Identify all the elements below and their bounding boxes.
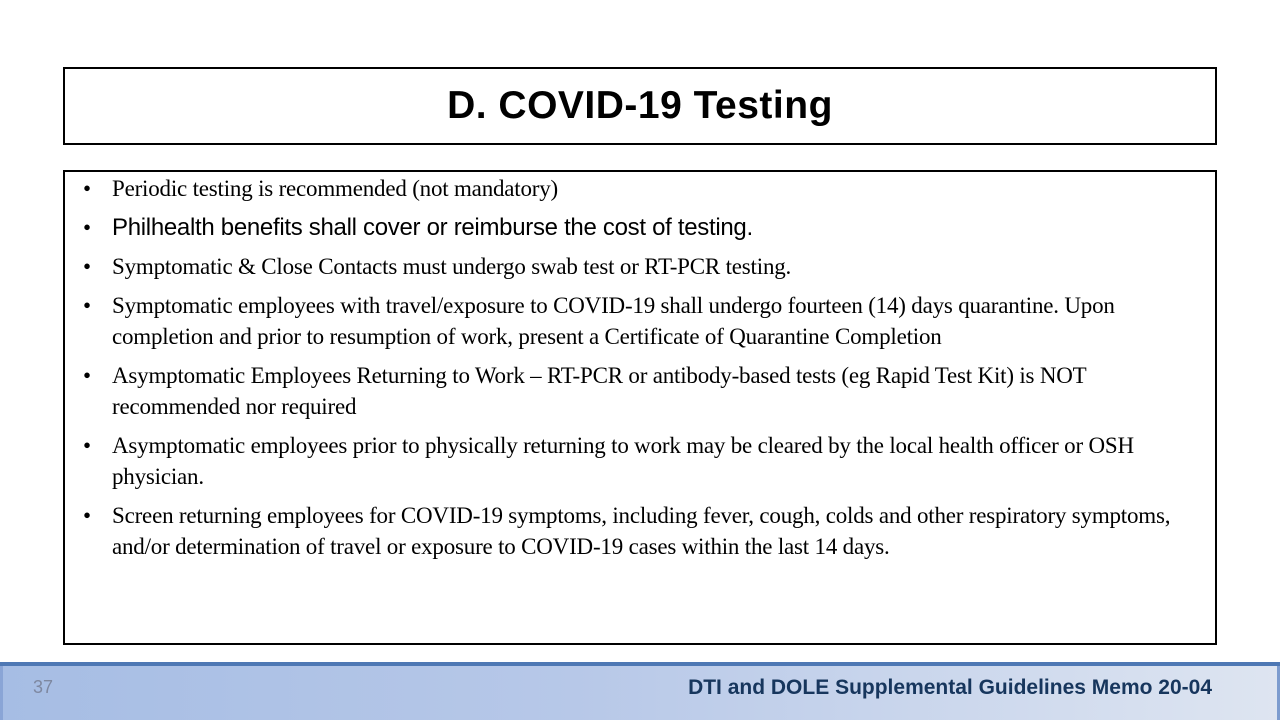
bullet-list bbox=[81, 173, 1187, 562]
bullet-item bbox=[81, 212, 1187, 243]
bullet-marker-icon: • bbox=[83, 215, 92, 240]
bullet-marker-icon: • bbox=[83, 503, 91, 528]
footer-left-edge bbox=[0, 666, 3, 720]
title-box bbox=[63, 67, 1217, 145]
footer-source-label: DTI and DOLE Supplemental Guidelines Memo 20-04 bbox=[688, 676, 1212, 699]
bullet-marker-icon: • bbox=[83, 433, 91, 458]
bullet-marker-icon: • bbox=[83, 254, 91, 279]
bullet-text: Symptomatic employees with travel/exposure to COVID-19 shall undergo fourteen (14) days quarantine. Upon completion and prior to resumption of work, present a Certificate of Quarantine Completion bbox=[112, 293, 1115, 349]
page-number: 37 bbox=[33, 677, 54, 697]
bullet-item bbox=[81, 173, 1187, 204]
bullet-text: Asymptomatic Employees Returning to Work – RT-PCR or antibody-based tests (eg Rapid Test Kit) is NOT recommended nor required bbox=[112, 363, 1087, 419]
bullet-item bbox=[81, 500, 1187, 562]
bullet-text: Screen returning employees for COVID-19 symptoms, including fever, cough, colds and other respiratory symptoms, and/or determination of travel or exposure to COVID-19 cases within the last 14 days. bbox=[112, 503, 1171, 559]
bullet-item bbox=[81, 360, 1187, 422]
content-box bbox=[63, 170, 1217, 645]
bullet-item bbox=[81, 251, 1187, 282]
bullet-text: Periodic testing is recommended (not mandatory) bbox=[112, 176, 559, 201]
bullet-text: Philhealth benefits shall cover or reimburse the cost of testing. bbox=[112, 214, 753, 241]
bullet-marker-icon: • bbox=[83, 363, 91, 388]
bullet-text: Symptomatic & Close Contacts must undergo swab test or RT-PCR testing. bbox=[112, 254, 792, 279]
bullet-marker-icon: • bbox=[83, 176, 91, 201]
bullet-item bbox=[81, 290, 1187, 352]
bullet-marker-icon: • bbox=[83, 293, 91, 318]
bullet-text: Asymptomatic employees prior to physically returning to work may be cleared by the local health officer or OSH physician. bbox=[112, 433, 1134, 489]
page-title: D. COVID-19 Testing bbox=[447, 84, 833, 127]
bullet-item bbox=[81, 430, 1187, 492]
